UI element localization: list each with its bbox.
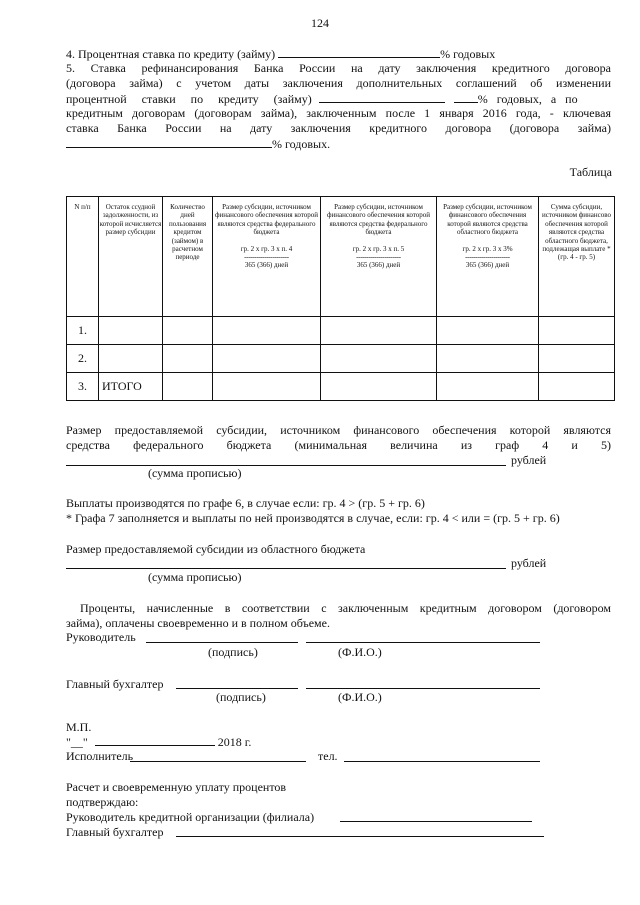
accountant-label: Главный бухгалтер [66, 677, 164, 691]
payments-line2: * Графа 7 заполняется и выплаты по ней производятся в случае, если: гр. 4 < или = (гр. 5 + гр. 6) [66, 511, 560, 525]
table-cell[interactable] [437, 373, 539, 401]
date-line [66, 734, 251, 749]
federal-caption: (сумма прописью) [148, 466, 242, 480]
item5-key-rate-field[interactable] [66, 136, 272, 148]
head-sign-caption: (подпись) [208, 645, 258, 659]
regional-caption: (сумма прописью) [148, 570, 242, 584]
regional-line1: Размер предоставляемой субсидии из областного бюджета [66, 542, 366, 556]
bank-accountant-field[interactable] [176, 836, 544, 837]
item5-line4: кредитным договорам (договорам займа), заключенным после 1 января 2016 года, - ключевая [66, 106, 611, 120]
interest-line2: займа), оплачены своевременно и в полном объеме. [66, 616, 330, 630]
table-cell[interactable] [539, 317, 615, 345]
federal-amount-field[interactable] [66, 465, 506, 466]
table-cell[interactable] [99, 317, 163, 345]
table-cell[interactable] [321, 345, 437, 373]
table-cell[interactable] [213, 317, 321, 345]
table-row [67, 345, 615, 373]
item5-line6-suffix: % годовых. [272, 137, 331, 151]
item5-rate-field-2[interactable] [454, 91, 478, 103]
row-number: 3. [67, 373, 99, 401]
regional-rub: рублей [511, 556, 547, 570]
bank-head-label: Руководитель кредитной организации (филиала) [66, 810, 315, 824]
date-day: "__" [66, 735, 88, 749]
table-cell[interactable] [99, 345, 163, 373]
table-cell[interactable] [321, 373, 437, 401]
item5-line3-a: процентной ставки по кредиту (займу) [66, 92, 312, 106]
row-number: 1. [67, 317, 99, 345]
header-col-6: Размер субсидии, источником финансового обеспечения которой являются средства областного бюджета гр. 2 x гр. 3 x 3% ---------------------- 365 (366) дней [437, 197, 539, 317]
table-cell[interactable] [539, 373, 615, 401]
bank-head-field[interactable] [340, 821, 532, 822]
table-cell[interactable] [321, 317, 437, 345]
table-cell[interactable] [539, 345, 615, 373]
federal-line1: Размер предоставляемой субсидии, источником финансового обеспечения которой являются [66, 423, 611, 437]
interest-line1: Проценты, начисленные в соответствии с заключенным кредитным договором (договором [80, 601, 611, 615]
table-cell[interactable] [213, 373, 321, 401]
accountant-fio-field[interactable] [306, 688, 540, 689]
total-label: ИТОГО [99, 373, 163, 401]
date-year: 2018 г. [217, 735, 252, 749]
item4-rate-field[interactable] [278, 46, 440, 58]
header-col-7: Сумма субсидии, источником финансово обеспечения которой являются средства областного бюджета, подлежащая выплате * (гр. 4 - гр. 5) [539, 197, 615, 317]
table-cell[interactable] [437, 345, 539, 373]
item4-line [66, 46, 495, 61]
header-col-2: Остаток ссудной задолженности, из которой исчисляется размер субсидии [99, 197, 163, 317]
table-row-total [67, 373, 615, 401]
item5-line3-b: % годовых, а по [477, 92, 578, 106]
header-col-3: Количество дней пользования кредитом (займом) в расчетном периоде [163, 197, 213, 317]
table-row [67, 317, 615, 345]
head-signature-field[interactable] [146, 642, 298, 643]
executor-tel-label: тел. [318, 749, 338, 763]
head-label: Руководитель [66, 630, 136, 644]
payments-line1: Выплаты производятся по графе 6, в случае если: гр. 4 > (гр. 5 + гр. 6) [66, 496, 425, 510]
executor-tel-field[interactable] [344, 761, 540, 762]
executor-name-field[interactable] [130, 761, 306, 762]
item4-suffix: % годовых [440, 47, 496, 61]
federal-line2: средства федерального бюджета (минимальная величина из граф 4 и 5) [66, 438, 611, 452]
regional-amount-field[interactable] [66, 568, 506, 569]
table-cell[interactable] [163, 317, 213, 345]
bank-accountant-label: Главный бухгалтер [66, 825, 164, 839]
accountant-signature-field[interactable] [176, 688, 298, 689]
item5-rate-field-1[interactable] [319, 91, 445, 103]
item4-text: 4. Процентная ставка по кредиту (займу) [66, 47, 276, 61]
header-col-1: N п/п [67, 197, 99, 317]
table-cell[interactable] [163, 345, 213, 373]
head-fio-caption: (Ф.И.О.) [338, 645, 382, 659]
table-cell[interactable] [437, 317, 539, 345]
item5-line6 [66, 136, 330, 151]
confirm-line2: подтверждаю: [66, 795, 139, 809]
row-number: 2. [67, 345, 99, 373]
accountant-sign-caption: (подпись) [216, 690, 266, 704]
item5-line1: 5. Ставка рефинансирования Банка России на дату заключения кредитного договора [66, 61, 611, 75]
head-fio-field[interactable] [306, 642, 540, 643]
item5-line2: (договора займа) с учетом даты заключения дополнительных соглашений об изменении [66, 76, 611, 90]
executor-label: Исполнитель [66, 749, 134, 763]
federal-rub: рублей [511, 453, 547, 467]
item5-line3 [66, 91, 611, 106]
table-cell[interactable] [213, 345, 321, 373]
subsidy-table [66, 196, 615, 401]
header-col-4: Размер субсидии, источником финансового обеспечения которой являются средства федерального бюджета гр. 2 x гр. 3 x п. 4 ---------------------- 365 (366) дней [213, 197, 321, 317]
confirm-line1: Расчет и своевременную уплату процентов [66, 780, 287, 794]
item5-line5: ставка Банка России на дату заключения кредитного договора (договора займа) [66, 121, 611, 135]
stamp-label: М.П. [66, 720, 92, 734]
accountant-fio-caption: (Ф.И.О.) [338, 690, 382, 704]
header-col-5: Размер субсидии, источником финансового обеспечения которой являются средства федерального бюджета гр. 2 x гр. 3 x п. 5 ---------------------- 365 (366) дней [321, 197, 437, 317]
table-cell[interactable] [163, 373, 213, 401]
date-month-field[interactable] [95, 734, 215, 746]
table-header-row [67, 197, 615, 317]
page-number: 124 [311, 16, 329, 30]
table-label: Таблица [569, 165, 612, 179]
